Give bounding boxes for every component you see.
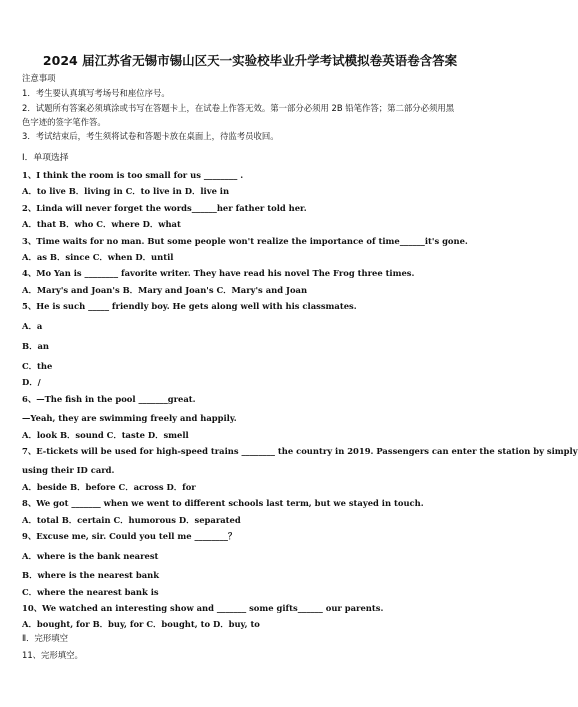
question-line: 10、We watched an interesting show and _______ some gifts______ our parents.	[22, 603, 384, 613]
question-line: 2、Linda will never forget the words______her father told her.	[22, 203, 307, 213]
question-line: 9、Excuse me, sir. Could you tell me ________？	[22, 531, 237, 541]
notice-item: 1．考生要认真填写考场号和座位序号。	[22, 88, 170, 98]
question-line: —Yeah, they are swimming freely and happily.	[22, 413, 237, 423]
option-line: B．where is the nearest bank	[22, 570, 160, 580]
option-line: A．beside B．before C．across D．for	[22, 482, 196, 492]
question-line: using their ID card.	[22, 465, 115, 475]
notice-item: 3．考试结束后，考生须将试卷和答题卡放在桌面上，待监考员收回。	[22, 131, 279, 141]
option-line: A．that B．who C．where D．what	[22, 219, 181, 229]
option-line: A．look B．sound C．taste D．smell	[22, 430, 189, 440]
notice-heading: 注意事项	[22, 73, 56, 83]
option-line: A．Mary's and Joan's B．Mary and Joan's C．Mary's and Joan	[22, 285, 308, 295]
option-line: B．an	[22, 341, 49, 351]
question-line: 4、Mo Yan is ________ favorite writer. They have read his novel The Frog three times.	[22, 268, 415, 278]
question-line: 11、完形填空。	[22, 650, 83, 660]
option-line: C．the	[22, 361, 53, 371]
notice-item: 2．试题所有答案必须填涂或书写在答题卡上，在试卷上作答无效。第一部分必须用 2B 铅笔作答；第二部分必须用黑	[22, 103, 455, 113]
option-line: C．where the nearest bank is	[22, 587, 159, 597]
option-line: A．as B．since C．when D．until	[22, 252, 174, 262]
question-line: 1、I think the room is too small for us ________ .	[22, 170, 244, 180]
question-line: 7、E-tickets will be used for high-speed trains ________ the country in 2019. Passengers can enter the station by simply	[22, 446, 578, 456]
option-line: A．total B．certain C．humorous D．separated	[22, 515, 241, 525]
option-line: A．where is the bank nearest	[22, 551, 159, 561]
option-line: A．to live B．living in C．to live in D．live in	[22, 186, 230, 196]
option-line: A．bought, for B．buy, for C．bought, to D．buy, to	[22, 619, 260, 629]
question-line: 5、He is such _____ friendly boy. He gets along well with his classmates.	[22, 301, 357, 311]
option-line: A．a	[22, 321, 43, 331]
notice-item: 色字迹的签字笔作答。	[22, 117, 106, 127]
section-heading: Ⅰ．单项选择	[22, 153, 69, 163]
page-title: 2024 届江苏省无锡市锡山区天一实验校毕业升学考试模拟卷英语卷含答案	[42, 53, 458, 68]
question-line: 8、We got _______ when we went to different schools last term, but we stayed in touch.	[22, 498, 424, 508]
question-line: 6、—The fish in the pool _______great.	[22, 394, 196, 404]
section-heading: Ⅱ．完形填空	[22, 633, 68, 643]
option-line: D．/	[22, 377, 41, 387]
question-line: 3、Time waits for no man. But some people won't realize the importance of time______it's gone.	[22, 236, 468, 246]
